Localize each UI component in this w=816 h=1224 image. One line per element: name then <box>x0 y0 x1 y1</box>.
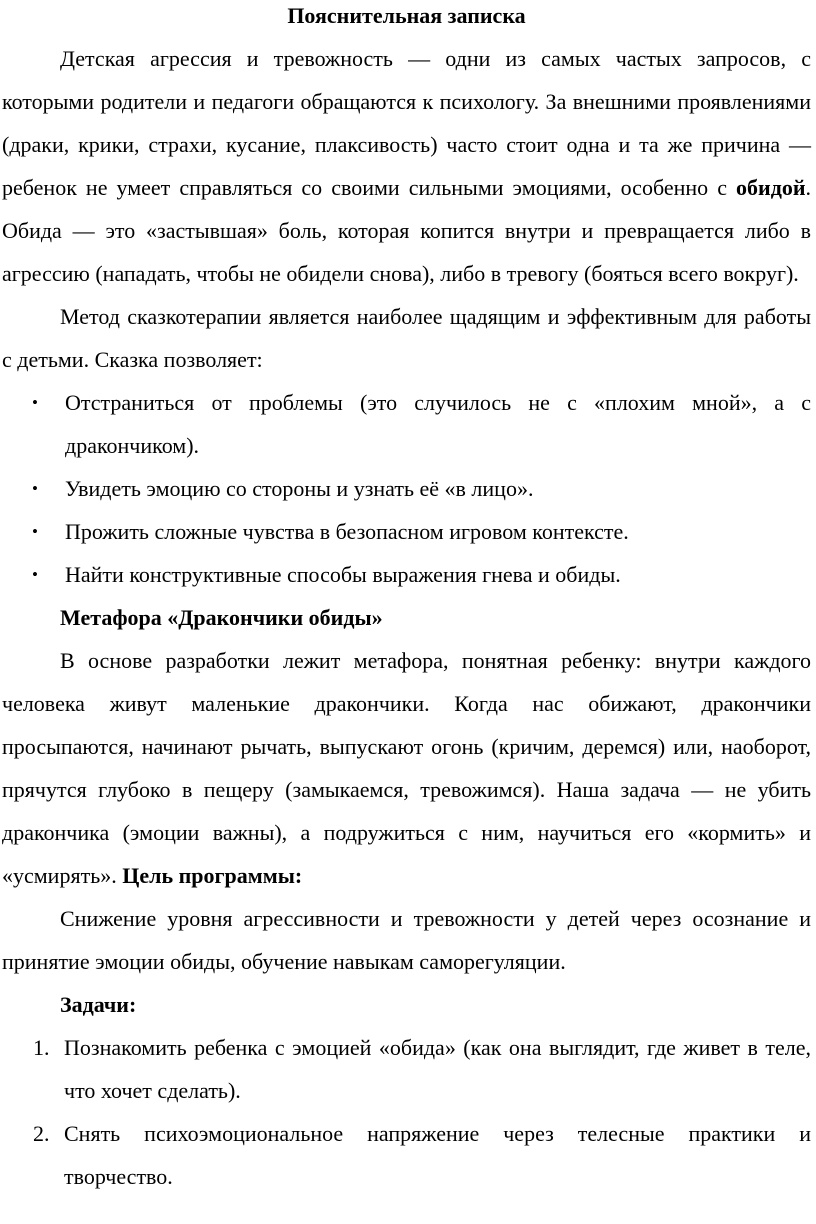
paragraph-goal: Снижение уровня агрессивности и тревожности у детей через осознание и принятие эмоции обиды, обучение навыкам саморегуляции. <box>2 906 811 974</box>
list-item-text: Прожить сложные чувства в безопасном игровом контексте. <box>65 519 629 544</box>
paragraph-metaphor <box>2 639 811 897</box>
tasks-heading: Задачи: <box>60 992 137 1017</box>
list-item-text: Увидеть эмоцию со стороны и узнать её «в лицо». <box>65 476 534 501</box>
intro-text-before-bold: Детская агрессия и тревожность — одни из самых частых запросов, с которыми родители и педагоги обращаются к психологу. За внешними проявлениями (драки, крики, страхи, кусание, плаксивость) часто стоит одна и та же причина — ребенок не умеет справляться со своими сильными эмоциями, особенно с <box>2 46 811 200</box>
list-item <box>2 1112 811 1198</box>
intro-bold-word: обидой <box>736 175 806 200</box>
metaphor-heading: Метафора «Дракончики обиды» <box>60 605 383 630</box>
tasks-list <box>2 1026 811 1198</box>
task-number: 1. <box>33 1035 50 1060</box>
bullet-icon: • <box>32 522 38 541</box>
task-number: 2. <box>33 1121 50 1146</box>
list-item <box>2 553 811 596</box>
list-item <box>2 510 811 553</box>
document-content <box>2 0 811 1198</box>
program-goal-label: Цель программы: <box>122 863 303 888</box>
metaphor-text: В основе разработки лежит метафора, понятная ребенку: внутри каждого человека живут маленькие дракончики. Когда нас обижают, дракончики просыпаются, начинают рычать, выпускают огонь (кричим, деремся) или, наоборот, прячутся глубоко в пещеру (замыкаемся, тревожимся). Наша задача — не убить дракончика (эмоции важны), а подружиться с ним, научиться его «кормить» и «усмирять». <box>2 648 811 888</box>
fairytale-benefits-list <box>2 381 811 596</box>
list-item-text: Найти конструктивные способы выражения гнева и обиды. <box>65 562 621 587</box>
intro-text-after-bold: . Обида — это «застывшая» боль, которая копится внутри и превращается либо в агрессию (нападать, чтобы не обидели снова), либо в тревогу (бояться всего вокруг). <box>2 175 811 286</box>
list-item-text: Познакомить ребенка с эмоцией «обида» (как она выглядит, где живет в теле, что хочет сделать). <box>64 1035 811 1103</box>
list-item-text: Отстраниться от проблемы (это случилось не с «плохим мной», а с дракончиком). <box>65 390 811 458</box>
list-item <box>2 381 811 467</box>
bullet-icon: • <box>32 479 38 498</box>
bullet-icon: • <box>32 565 38 584</box>
document-title: Пояснительная записка <box>287 3 526 28</box>
list-item-text: Снять психоэмоциональное напряжение через телесные практики и творчество. <box>64 1121 811 1189</box>
paragraph-intro <box>2 37 811 295</box>
paragraph-method: Метод сказкотерапии является наиболее щадящим и эффективным для работы с детьми. Сказка позволяет: <box>2 304 811 372</box>
list-item <box>2 467 811 510</box>
bullet-icon: • <box>32 393 38 412</box>
list-item <box>2 1026 811 1112</box>
